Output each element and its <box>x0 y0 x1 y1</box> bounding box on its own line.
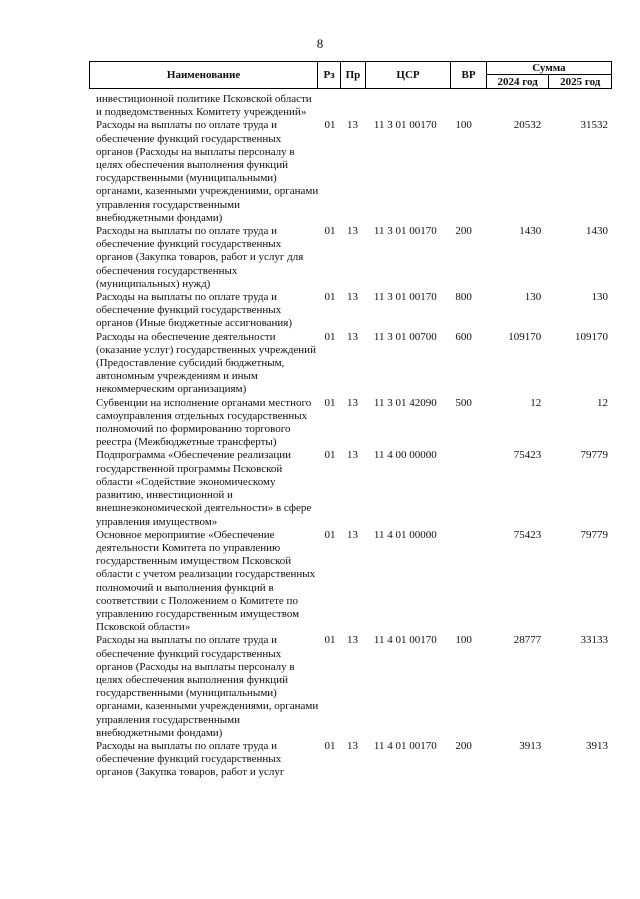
cell-rz: 01 <box>324 396 336 409</box>
cell-pr: 13 <box>346 330 358 343</box>
cell-s2025: 109170 <box>575 330 608 343</box>
cell-rz: 01 <box>324 119 336 132</box>
cell-vr <box>447 529 481 635</box>
cell-s2025: 3913 <box>586 739 608 752</box>
cell-pr: 13 <box>346 739 358 752</box>
header-pr: Пр <box>341 62 366 89</box>
table-row <box>90 331 612 397</box>
cell-s2024: 3913 <box>519 739 542 752</box>
cell-rz: 01 <box>324 330 336 343</box>
budget-table <box>90 93 612 780</box>
header-sum: Сумма <box>486 62 611 75</box>
cell-name: Расходы на выплаты по оплате труда и обеспечение функций государственных органов (Закупка товаров, работ и услуг <box>96 739 285 779</box>
cell-rz: 01 <box>324 225 336 238</box>
cell-s2025: 12 <box>597 396 608 409</box>
cell-vr: 800 <box>455 291 472 304</box>
cell-csr: 11 4 01 00170 <box>373 634 437 647</box>
cell-pr: 13 <box>346 634 358 647</box>
cell-csr: 11 3 01 42090 <box>373 396 437 409</box>
table-row <box>90 397 612 450</box>
cell-rz <box>319 93 340 119</box>
cell-vr: 100 <box>455 634 472 647</box>
cell-s2024: 12 <box>530 396 542 409</box>
cell-csr: 11 3 01 00170 <box>373 225 437 238</box>
table-row <box>90 449 612 528</box>
cell-csr: 11 3 01 00170 <box>373 119 437 132</box>
cell-vr: 600 <box>455 330 472 343</box>
cell-csr: 11 3 01 00170 <box>373 291 437 304</box>
cell-name: Основное мероприятие «Обеспечение деятельности Комитета по управлению государственным имуществом Псковской области с учетом реализации государственных полномочий и выполнения функций в соответствии с Положением о Комитете по управлению государственным имуществом Псковской области» <box>96 528 316 634</box>
header-rz: Рз <box>318 62 341 89</box>
cell-vr <box>447 93 481 119</box>
cell-csr: 11 3 01 00700 <box>373 330 437 343</box>
cell-s2025: 130 <box>591 291 608 304</box>
cell-vr: 500 <box>455 396 472 409</box>
table-row <box>90 93 612 119</box>
cell-s2025: 31532 <box>580 119 608 132</box>
cell-name: Расходы на выплаты по оплате труда и обеспечение функций государственных органов (Расходы на выплаты персоналу в целях обеспечения выполнения функций государственными (муниципальными) органами, казенными учреждениями, органами управления государственными внебюджетными фондами) <box>96 119 319 224</box>
table-row <box>90 634 612 740</box>
cell-s2025 <box>547 93 612 119</box>
cell-vr: 200 <box>455 225 472 238</box>
header-2024: 2024 год <box>486 75 549 89</box>
table-row <box>90 740 612 780</box>
cell-rz: 01 <box>324 528 336 541</box>
cell-vr <box>447 449 481 528</box>
cell-name: Расходы на обеспечение деятельности (оказание услуг) государственных учреждений (Предоставление субсидий бюджетным, автономным учреждениям и иным некоммерческим организациям) <box>96 330 316 396</box>
cell-pr: 13 <box>346 291 358 304</box>
cell-name: Субвенции на исполнение органами местного самоуправления отдельных государственных полномочий по формированию торгового реестра (Межбюджетные трансферты) <box>96 396 312 449</box>
cell-s2024: 130 <box>524 291 542 304</box>
header-name: Наименование <box>90 62 318 89</box>
table-header <box>89 61 612 89</box>
cell-rz: 01 <box>324 291 336 304</box>
cell-s2024: 75423 <box>513 449 542 462</box>
header-vr: ВР <box>451 62 487 89</box>
cell-csr: 11 4 00 00000 <box>373 449 437 462</box>
cell-s2024: 109170 <box>508 330 542 343</box>
table-row <box>90 529 612 635</box>
cell-csr: 11 4 01 00000 <box>373 528 437 541</box>
cell-name: Расходы на выплаты по оплате труда и обеспечение функций государственных органов (Закупка товаров, работ и услуг для обеспечения государственных (муниципальных) нужд) <box>96 225 304 290</box>
cell-s2024: 28777 <box>513 634 542 647</box>
cell-pr: 13 <box>346 119 358 132</box>
cell-s2024: 1430 <box>519 225 542 238</box>
cell-pr: 13 <box>346 528 358 541</box>
cell-s2024 <box>481 93 548 119</box>
cell-pr: 13 <box>346 225 358 238</box>
cell-name: Расходы на выплаты по оплате труда и обеспечение функций государственных органов (Иные бюджетные ассигнования) <box>96 291 293 330</box>
cell-csr <box>364 93 446 119</box>
cell-name: инвестиционной политике Псковской области и подведомственных Комитету учреждений» <box>96 93 312 119</box>
cell-name: Расходы на выплаты по оплате труда и обеспечение функций государственных органов (Расходы на выплаты персоналу в целях обеспечения выполнения функций государственными (муниципальными) органами, казенными учреждениями, органами управления государственными внебюджетными фондами) <box>96 634 319 739</box>
cell-s2025: 33133 <box>580 634 608 647</box>
cell-s2025: 79779 <box>580 449 608 462</box>
cell-rz: 01 <box>324 449 336 462</box>
cell-rz: 01 <box>324 739 336 752</box>
cell-vr: 100 <box>455 119 472 132</box>
cell-vr: 200 <box>455 739 472 752</box>
header-2025: 2025 год <box>549 75 612 89</box>
cell-name: Подпрограмма «Обеспечение реализации государственной программы Псковской области «Содействие экономическому развитию, инвестиционной и внешнеэкономической деятельности» в сфере управления имуществом» <box>96 449 312 528</box>
cell-pr <box>341 93 364 119</box>
page-number: 8 <box>316 36 324 51</box>
cell-pr: 13 <box>346 396 358 409</box>
cell-pr: 13 <box>346 449 358 462</box>
cell-s2024: 20532 <box>513 119 542 132</box>
table-row <box>90 291 612 331</box>
table-row <box>90 119 612 225</box>
cell-s2025: 1430 <box>586 225 608 238</box>
header-csr: ЦСР <box>365 62 450 89</box>
cell-s2024: 75423 <box>513 528 542 541</box>
cell-s2025: 79779 <box>580 528 608 541</box>
cell-csr: 11 4 01 00170 <box>373 739 437 752</box>
cell-rz: 01 <box>324 634 336 647</box>
table-row <box>90 225 612 291</box>
